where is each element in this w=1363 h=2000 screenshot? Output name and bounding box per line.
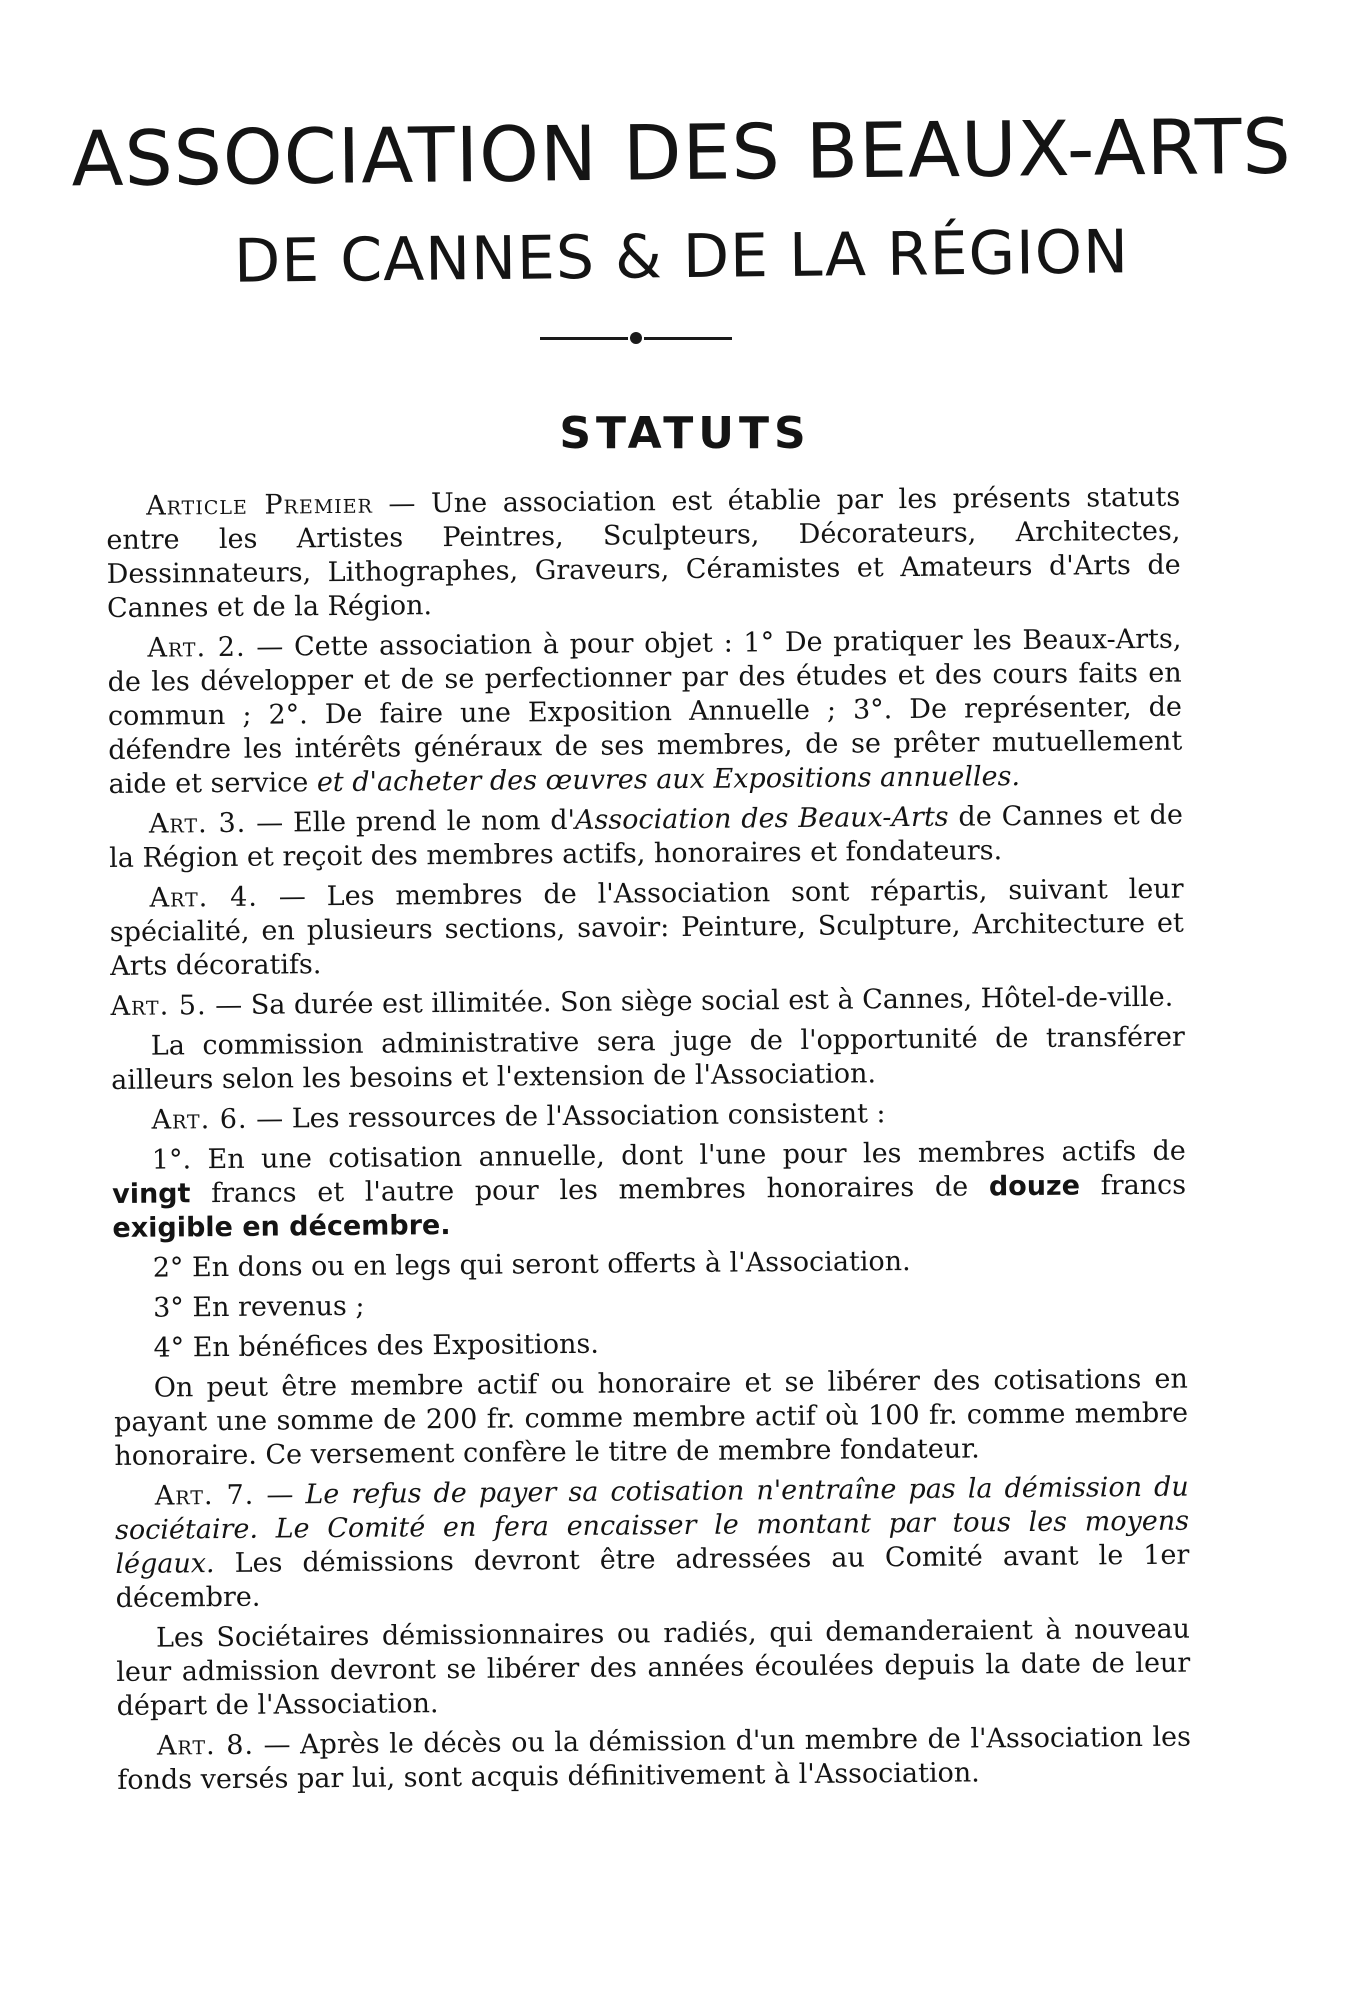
item-1-text-c: francs et l'autre pour les membres honoraires de bbox=[190, 1171, 990, 1210]
article-2-italic: et d'acheter des œuvres aux Expositions annuelles. bbox=[316, 761, 1021, 799]
article-3-text-1: — Elle prend le nom d' bbox=[246, 804, 576, 839]
article-7-italic: Le refus de payer sa cotisation n'entraîne pas la démission du sociétaire. Le Comité en fera encaisser le montant par tous les moyens légaux. bbox=[114, 1471, 1190, 1580]
article-3-text-2: de Cannes et de la Région et reçoit des membres actifs, honoraires et fondateurs. bbox=[109, 799, 1183, 874]
article-7-label: Art. 7. bbox=[154, 1479, 255, 1512]
item-1-text-d: francs bbox=[1079, 1169, 1187, 1202]
article-2-text: — Cette association à pour objet : 1° De pratiquer les Beaux-Arts, de les développer et de se perfectionner par des études et des cours faits en commun ; 2°. De faire une Exposition Annuelle ; 3°. De représenter, de défendre les intérêts généraux de ses membres, de se prêter mutuellement aide et service bbox=[107, 623, 1183, 800]
article-3-label: Art. 3. bbox=[148, 807, 247, 840]
association-subtitle: DE CANNES & DE LA RÉGION bbox=[233, 217, 1130, 297]
article-6-item-3: 3° En revenus ; bbox=[153, 1290, 365, 1324]
article-1 bbox=[106, 481, 1181, 626]
article-5-text: — Sa durée est illimitée. Son siège social est à Cannes, Hôtel-de-ville. bbox=[206, 981, 1174, 1022]
article-7 bbox=[115, 1471, 1190, 1616]
article-7-text: — bbox=[254, 1479, 306, 1511]
article-4 bbox=[109, 873, 1184, 984]
article-4-text: — Les membres de l'Association sont répartis, suivant leur spécialité, en plusieurs sections, savoir: Peinture, Sculpture, Architecture et Arts décoratifs. bbox=[109, 873, 1184, 982]
article-6-text: — Les ressources de l'Association consistent : bbox=[247, 1098, 886, 1135]
article-2-label: Art. 2. bbox=[147, 631, 246, 664]
article-3 bbox=[109, 799, 1184, 876]
article-5-label: Art. 5. bbox=[110, 990, 207, 1022]
article-1-text: — Une association est établie par les présents statuts entre les Artistes Peintres, Sculpteurs, Décorateurs, Architectes, Dessinnateurs, Lithographes, Graveurs, Céramistes et Amateurs d'Arts de Cannes et de la Région. bbox=[106, 481, 1181, 624]
article-8-text: — Après le décès ou la démission d'un membre de l'Association les fonds versés par lui, sont acquis définitivement à l'Association. bbox=[117, 1721, 1192, 1796]
item-1-bold-vingt: vingt bbox=[112, 1178, 191, 1210]
statuts-heading: STATUTS bbox=[559, 408, 811, 459]
article-8-label: Art. 8. bbox=[156, 1729, 255, 1762]
article-2 bbox=[107, 623, 1182, 802]
article-5-paragraph-2: La commission administrative sera juge de l'opportunité de transférer ailleurs selon les besoins et l'extension de l'Association. bbox=[111, 1021, 1185, 1096]
article-7-text-2: Les démissions devront être adressées au Comité avant le 1er décembre. bbox=[115, 1539, 1190, 1614]
article-6-label: Art. 6. bbox=[151, 1103, 248, 1136]
association-title: ASSOCIATION DES BEAUX-ARTS bbox=[70, 101, 1293, 204]
article-6 bbox=[111, 1095, 1185, 1138]
item-1-bold-exigible: exigible en décembre. bbox=[112, 1210, 451, 1244]
statutes-body bbox=[106, 481, 1191, 1804]
article-6-item-4: 4° En bénéfices des Expositions. bbox=[153, 1328, 599, 1364]
article-3-italic: Association des Beaux-Arts bbox=[574, 801, 949, 836]
article-5 bbox=[110, 981, 1184, 1024]
article-6-item-2: 2° En dons ou en legs qui seront offerts à l'Association. bbox=[152, 1246, 911, 1284]
article-8 bbox=[117, 1721, 1192, 1798]
item-1-bold-douze: douze bbox=[988, 1170, 1081, 1203]
article-4-label: Art. 4. bbox=[149, 881, 259, 914]
article-6-paragraph-2: On peut être membre actif ou honoraire et se libérer des cotisations en payant une somme de 200 fr. comme membre actif où 100 fr. comme membre honoraire. Ce versement confère le titre de membre fondateur. bbox=[114, 1363, 1189, 1472]
article-7-paragraph-2: Les Sociétaires démissionnaires ou radiés, qui demanderaient à nouveau leur admission devront se libérer des années écoulées depuis la date de leur départ de l'Association. bbox=[116, 1613, 1191, 1722]
article-1-label: Article Premier bbox=[146, 488, 374, 522]
article-6-item-1 bbox=[112, 1135, 1187, 1246]
item-1-text-a: 1°. En une cotisation annuelle, dont l'une pour les membres actifs de bbox=[151, 1135, 1186, 1176]
ornament-divider bbox=[540, 332, 732, 344]
